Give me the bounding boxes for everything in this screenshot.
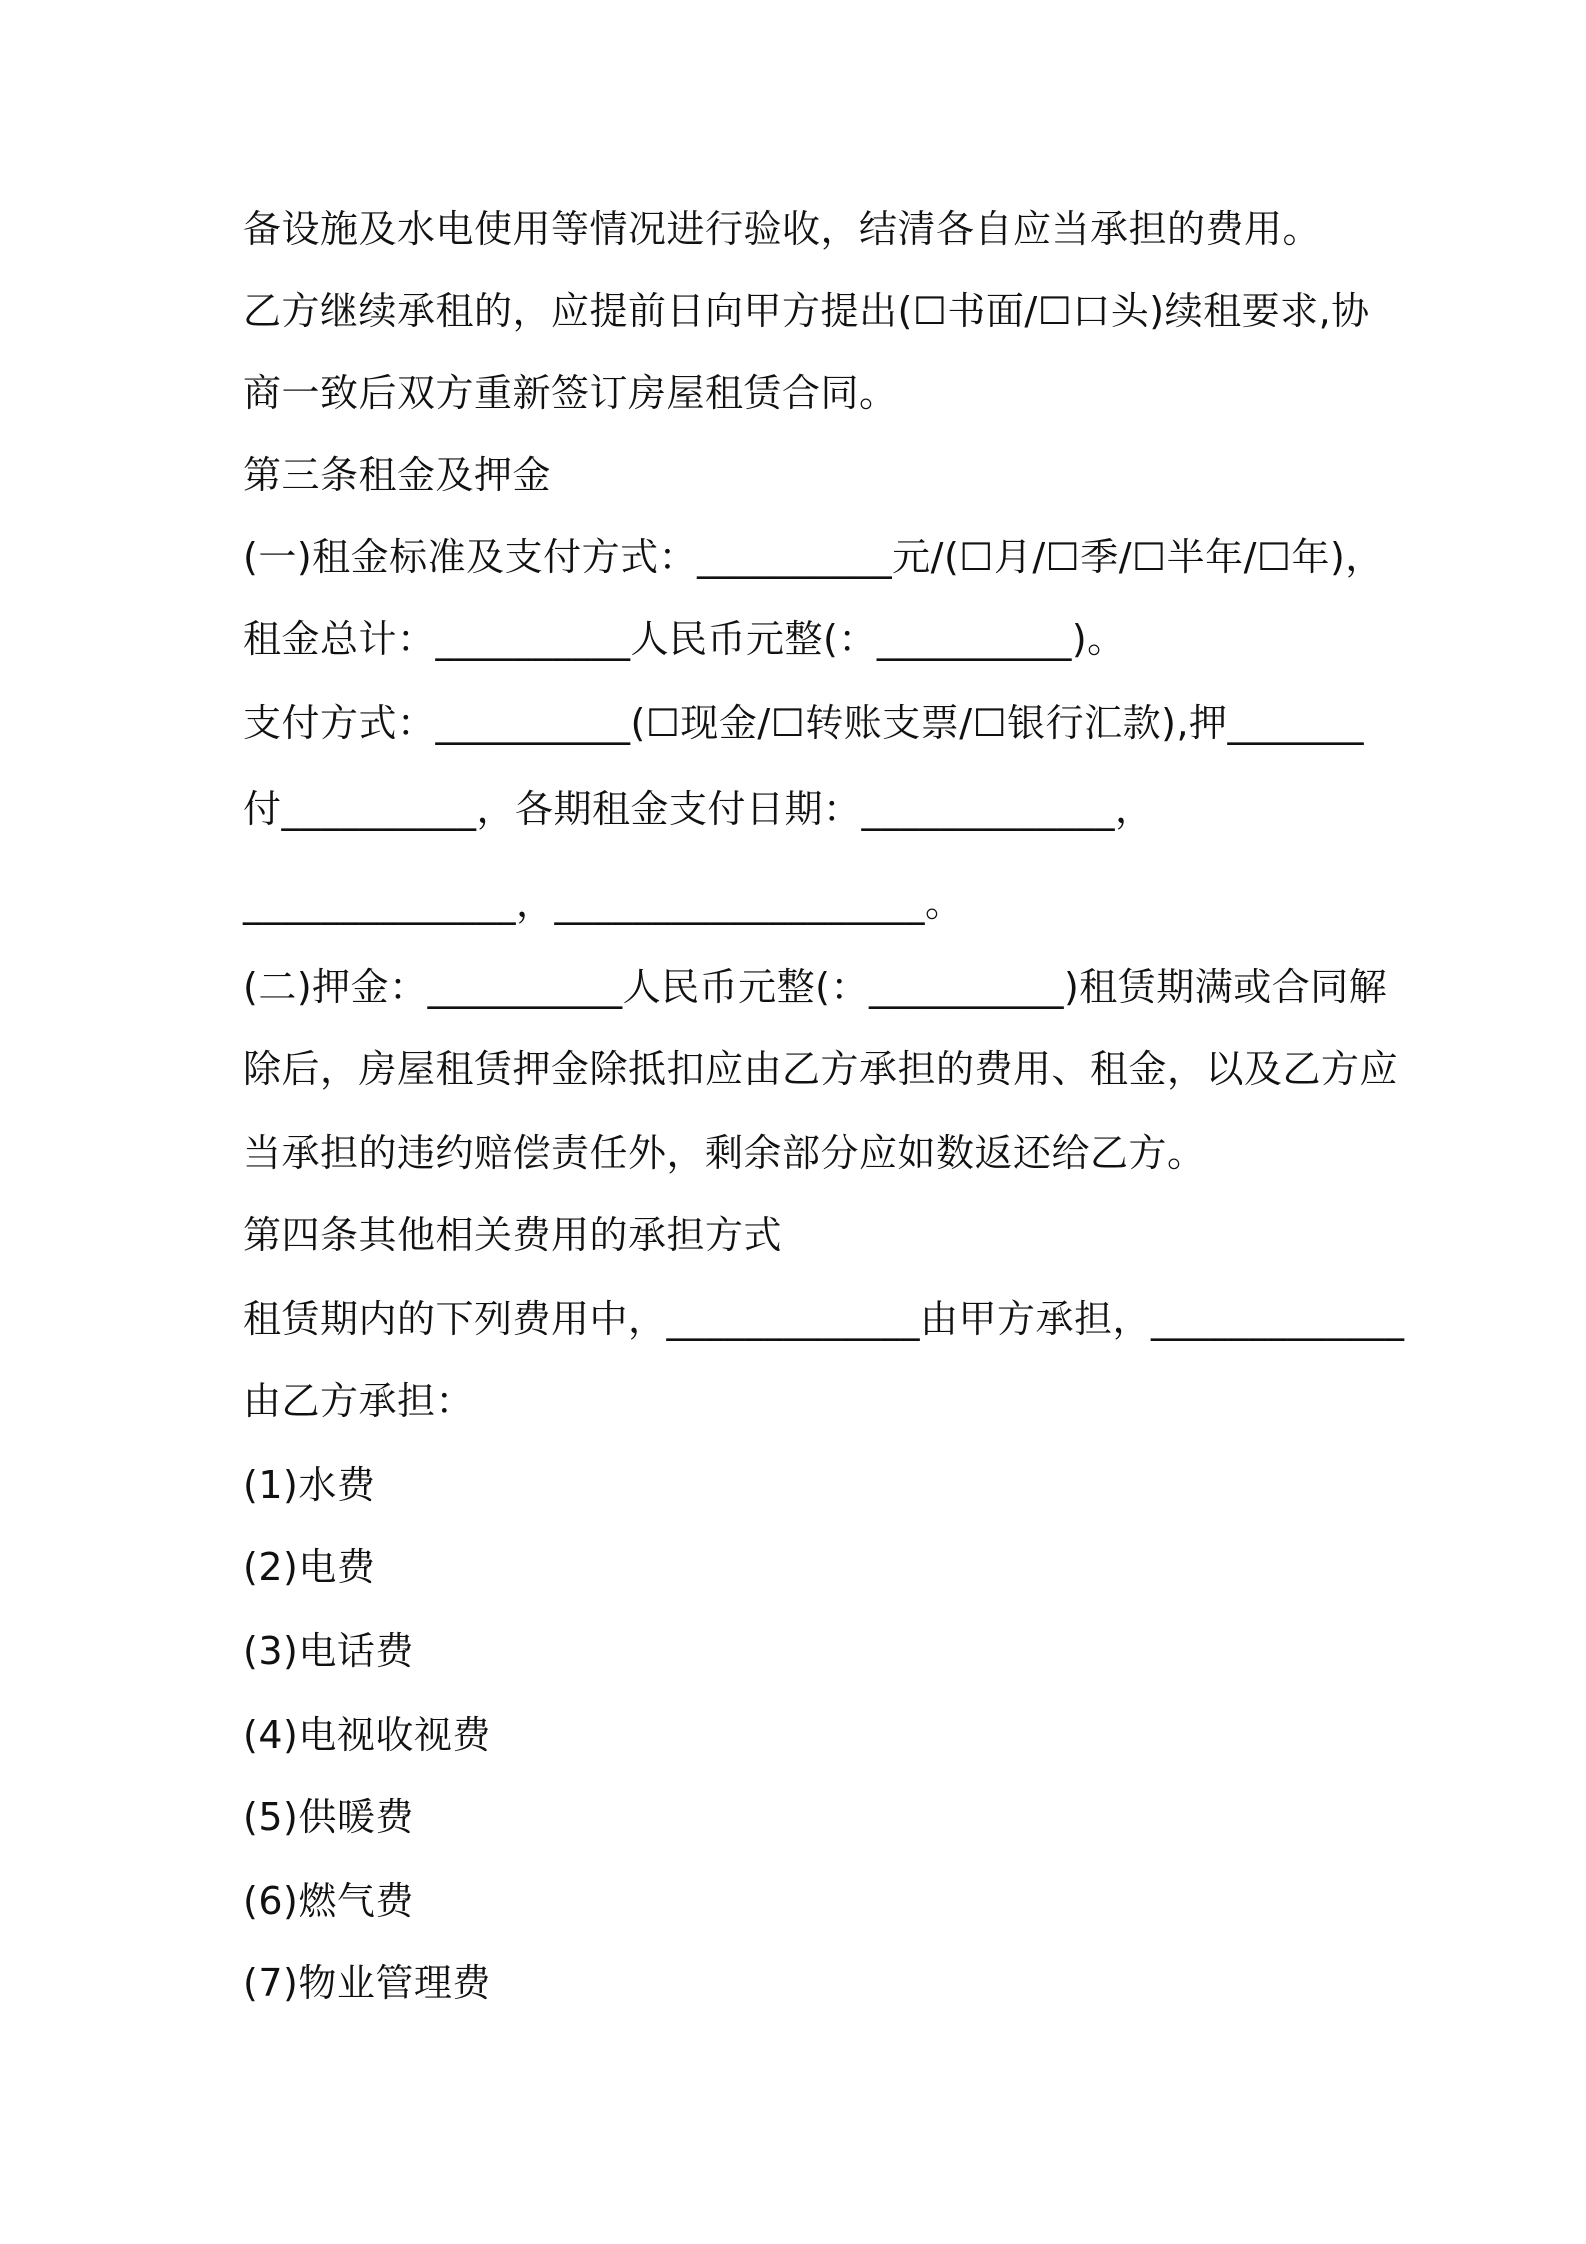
- paragraph-line: 付__________，各期租金支付日期：_____________，: [243, 787, 1154, 831]
- paragraph-line: 备设施及水电使用等情况进行验收，结清各自应当承担的费用。: [243, 207, 1322, 251]
- list-item: (3)电话费: [243, 1629, 414, 1673]
- paragraph-line: 租金总计：__________人民币元整(：__________)。: [243, 617, 1126, 661]
- list-item: (6)燃气费: [243, 1879, 414, 1923]
- list-item: (2)电费: [243, 1545, 376, 1589]
- paragraph-line: 支付方式：__________(☐现金/☐转账支票/☐银行汇款),押_______: [243, 701, 1365, 745]
- paragraph-line: ______________，___________________。: [243, 881, 964, 925]
- section-heading: 第四条其他相关费用的承担方式: [243, 1213, 783, 1257]
- list-item: (4)电视收视费: [243, 1713, 491, 1757]
- section-heading: 第三条租金及押金: [243, 453, 552, 497]
- paragraph-line: 当承担的违约赔偿责任外，剩余部分应如数返还给乙方。: [243, 1131, 1206, 1175]
- paragraph-line: 由乙方承担：: [243, 1379, 475, 1423]
- paragraph-line: 乙方继续承租的，应提前日向甲方提出(☐书面/☐口头)续租要求,协: [243, 289, 1370, 333]
- list-item: (5)供暖费: [243, 1795, 414, 1839]
- paragraph-line: 商一致后双方重新签订房屋租赁合同。: [243, 371, 898, 415]
- list-item: (1)水费: [243, 1463, 376, 1507]
- paragraph-line: 租赁期内的下列费用中，_____________由甲方承担，_____________: [243, 1297, 1405, 1341]
- list-item: (7)物业管理费: [243, 1961, 491, 2005]
- paragraph-line: (二)押金：__________人民币元整(：__________)租赁期满或合同解: [243, 965, 1388, 1009]
- paragraph-line: (一)租金标准及支付方式：__________元/(☐月/☐季/☐半年/☐年)，: [243, 535, 1384, 579]
- paragraph-line: 除后，房屋租赁押金除抵扣应由乙方承担的费用、租金，以及乙方应: [243, 1047, 1399, 1091]
